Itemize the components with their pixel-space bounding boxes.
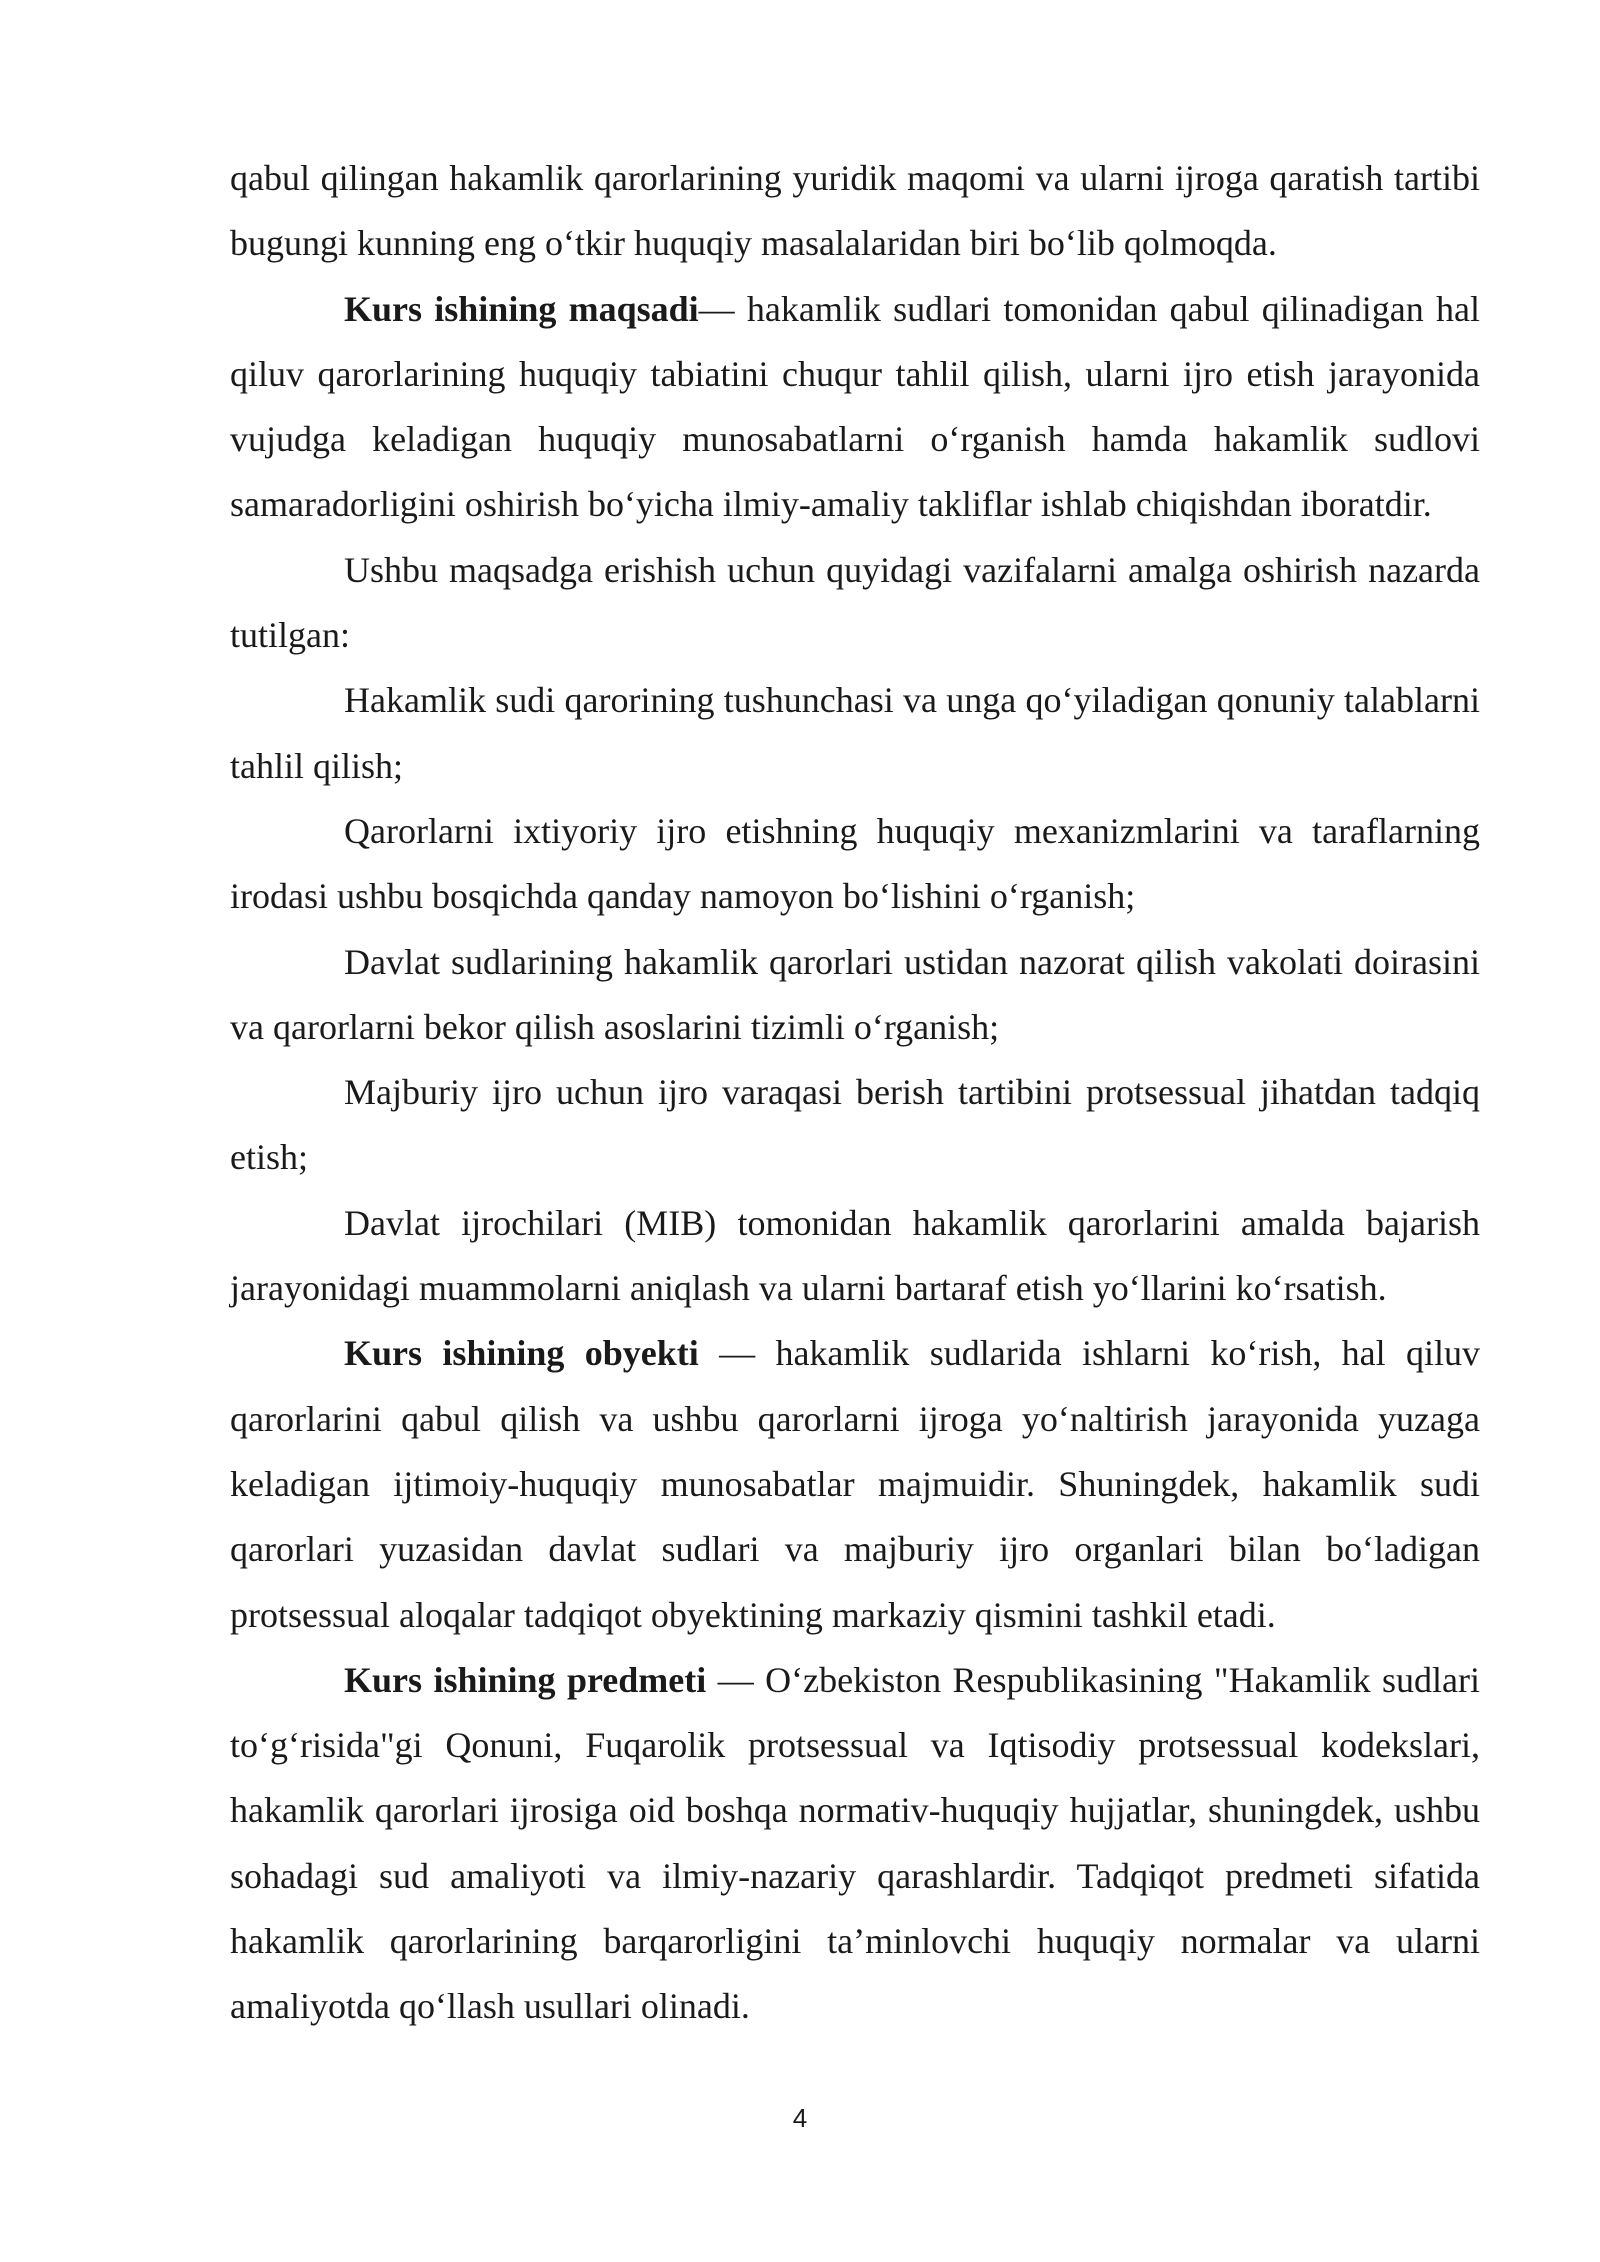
paragraph-lead: Kurs ishining predmeti [344,1659,707,1700]
paragraph-text: Davlat ijrochilari (MIB) tomonidan hakamlik qarorlarini amalda bajarish jarayonidagi muammolarni aniqlash va ularni bartaraf etish yo‘llarini ko‘rsatish. [230,1202,1480,1309]
paragraph-task-2 [230,799,1480,930]
paragraph-text: Majburiy ijro uchun ijro varaqasi berish tartibini protsessual jihatdan tadqiq etish; [230,1072,1480,1178]
paragraph-task-4 [230,1060,1480,1191]
paragraph-text: — O‘zbekiston Respublikasining "Hakamlik sudlari to‘g‘risida"gi Qonuni, Fuqarolik protsessual va Iqtisodiy protsessual kodekslari, hakamlik qarorlari ijrosiga oid boshqa normativ-huquqiy hujjatlar, shuningdek, ushbu sohadagi sud amaliyoti va ilmiy-nazariy qarashlardir. Tadqiqot predmeti sifatida hakamlik qarorlarining barqarorligini ta’minlovchi huquqiy normalar va ularni amaliyotda qo‘llash usullari olinadi. [230,1659,1480,2027]
paragraph-task-3 [230,930,1480,1061]
paragraph-text: — hakamlik sudlari tomonidan qabul qilinadigan hal qiluv qarorlarining huquqiy tabiatini chuqur tahlil qilish, ularni ijro etish jarayonida vujudga keladigan huquqiy munosabatlarni o‘rganish hamda hakamlik sudlovi samaradorligini oshirish bo‘yicha ilmiy-amaliy takliflar ishlab chiqishdan iboratdir. [230,288,1480,525]
paragraph-text: Davlat sudlarining hakamlik qarorlari ustidan nazorat qilish vakolati doirasini va qarorlarni bekor qilish asoslarini tizimli o‘rganish; [230,941,1480,1047]
paragraph-task-1 [230,668,1480,799]
paragraph-task-5 [230,1191,1480,1322]
paragraph-intro-continuation [230,146,1480,277]
paragraph-text: — hakamlik sudlarida ishlarni ko‘rish, hal qiluv qarorlarini qabul qilish va ushbu qarorlarni ijroga yo‘naltirish jarayonida yuzaga keladigan ijtimoiy-huquqiy munosabatlar majmuidir. Shuningdek, hakamlik sudi qarorlari yuzasidan davlat sudlari va majburiy ijro organlari bilan bo‘ladigan protsessual aloqalar tadqiqot obyektining markaziy qismini tashkil etadi. [230,1333,1480,1635]
paragraph-course-goal [230,277,1480,538]
paragraph-text: Ushbu maqsadga erishish uchun quyidagi vazifalarni amalga oshirish nazarda tutilgan: [230,549,1480,656]
paragraph-text: Hakamlik sudi qarorining tushunchasi va unga qo‘yiladigan qonuniy talablarni tahlil qilish; [230,680,1480,786]
paragraph-lead: Kurs ishining maqsadi [344,288,699,329]
document-page [230,146,1480,2040]
paragraph-text: Qarorlarni ixtiyoriy ijro etishning huquqiy mexanizmlarini va taraflarning irodasi ushbu bosqichda qanday namoyon bo‘lishini o‘rganish; [230,810,1480,917]
paragraph-course-object [230,1321,1480,1647]
page-number: 4 [792,2103,808,2133]
paragraph-lead: Kurs ishining obyekti [344,1333,699,1374]
paragraph-course-subject [230,1648,1480,2040]
paragraph-tasks-intro [230,538,1480,669]
paragraph-text: qabul qilingan hakamlik qarorlarining yuridik maqomi va ularni ijroga qaratish tartibi bugungi kunning eng o‘tkir huquqiy masalalaridan biri bo‘lib qolmoqda. [230,158,1480,264]
